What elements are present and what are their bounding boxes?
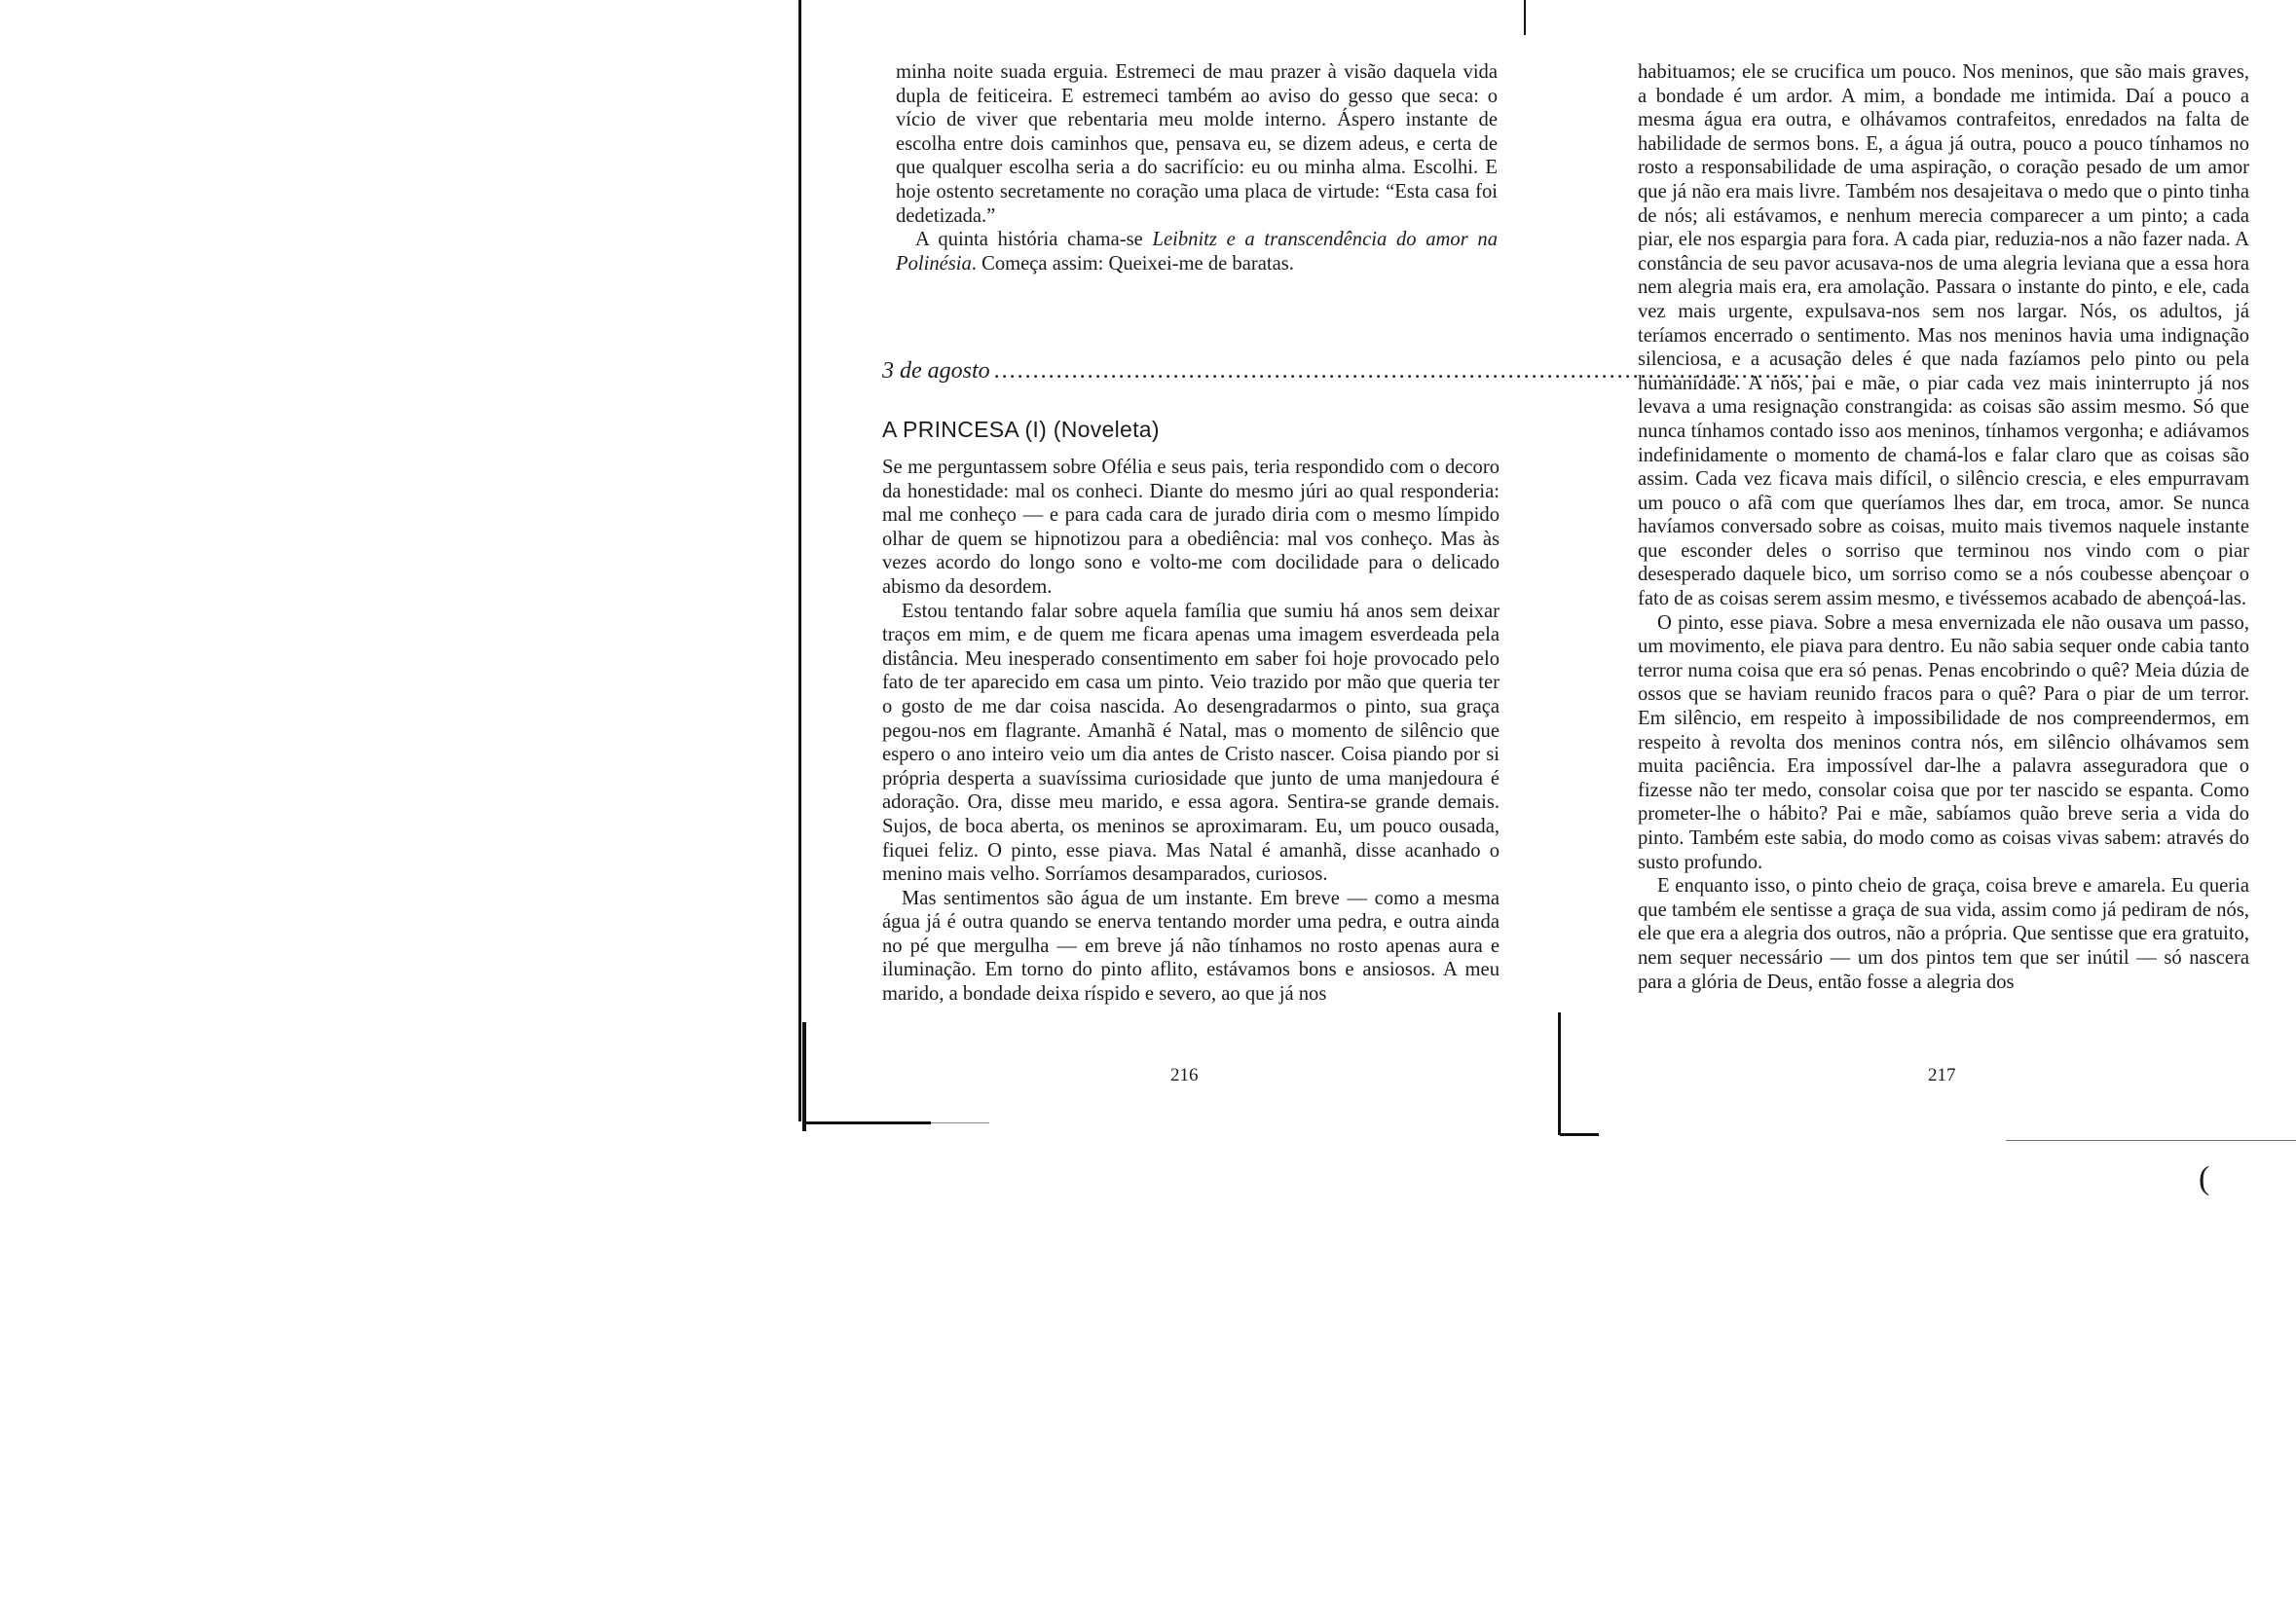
fifth-story-title: Leibnitz e a transcendência do amor na Polinésia <box>896 229 1498 275</box>
right-page-bottom-edge <box>1560 1133 1599 1136</box>
fifth-story-paragraph: A quinta história chama-se Leibnitz e a transcendência do amor na Polinésia. Começa assim: Queixei-me de baratas. <box>896 229 1498 275</box>
page-number-right: 217 <box>1928 1065 1956 1085</box>
paragraph: habituamos; ele se crucifica um pouco. Nos meninos, que são mais graves, a bondade é um ardor. A mim, a bondade me intimida. Daí a pouco a mesma água era outra, e olhávamos contrafeitos, enredados na falta de habilidade de sermos bons. E, a água já outra, pouco a pouco tínhamos no rosto a responsabilidade de uma aspiração, o coração pesado de um amor que já não era mais livre. Também nos desajeitava o medo que o pinto tinha de nós; ali estávamos, e nenhum merecia comparecer a um pinto; a cada piar, ele nos espargia para fora. A cada piar, reduzia-nos a não fazer nada. A constância de seu pavor acusava-nos de uma alegria leviana que a essa hora nem alegria mais era, era amolação. Passara o instante do pinto, e ele, cada vez mais urgente, expulsava-nos sem nos largar. Nós, os adultos, já teríamos encerrado o sentimento. Mas nos meninos havia uma indignação silenciosa, e a acusação deles é que nada fazíamos pelo pinto ou pela humanidade. A nós, pai e mãe, o piar cada vez mais ininterrupto já nos levava a uma resignação constrangida: as coisas são assim mesmo. Só que nunca tínhamos contado isso aos meninos, tínhamos vergonha; e adiávamos indefinidamente o momento de chamá-los e falar claro que as coisas são assim. Cada vez ficava mais difícil, o silêncio crescia, e eles empurravam um pouco o afã com que queríamos lhes dar, em troca, amor. Se nunca havíamos conversado sobre as coisas, muito mais tivemos naquele instante que esconder deles o sorriso que terminou nos vindo com o piar desesperado daquele bico, um sorriso como se a nós coubesse abençoar o fato de as coisas serem assim mesmo, e tivéssemos acabado de abençoá-las. <box>1638 61 2249 610</box>
right-page-bottom-edge-thin <box>2006 1140 2296 1141</box>
left-page-gutter-edge <box>798 0 801 1121</box>
paragraph: O pinto, esse piava. Sobre a mesa envernizada ele não ousava um passo, um movimento, ele piava para dentro. Eu não sabia sequer onde cabia tanto terror numa coisa que era só penas. Penas encobrindo o quê? Meia dúzia de ossos que se haviam reunido fracos para o quê? Para o piar de um terror. Em silêncio, em respeito à impossibilidade de nos compreendermos, em respeito à revolta dos meninos contra nós, em silêncio olhávamos sem muita paciência. Era impossível dar-lhe a palavra asseguradora que o fizesse não ter medo, consolar coisa que por ter nascido se espanta. Como prometer-lhe o hábito? Pai e mãe, sabíamos quão breve seria a vida do pinto. Também este sabia, do modo como as coisas vivas sabem: através do susto profundo. <box>1638 611 2249 873</box>
center-gutter-mark <box>1524 0 1526 35</box>
right-page-text <box>1638 60 2249 994</box>
paragraph: minha noite suada erguia. Estremeci de mau prazer à visão daquela vida dupla de feiticeira. E estremeci também ao aviso do gesso que seca: o vício de viver que rebentaria meu molde interno. Áspero instante de escolha entre dois caminhos que, pensava eu, se dizem adeus, e certa de que qualquer escolha seria a do sacrifício: eu ou minha alma. Escolhi. E hoje ostento secretamente no coração uma placa de virtude: “Esta casa foi dedetizada.” <box>896 61 1498 227</box>
left-page-gutter-edge-thick <box>802 1022 806 1131</box>
date-heading: 3 de agosto .......................................................................................................... <box>882 358 1820 384</box>
margin-bracket: ( <box>2199 1160 2210 1196</box>
paragraph: Se me perguntassem sobre Ofélia e seus pais, teria respondido com o decoro da honestidade: mal os conheci. Diante do mesmo júri ao qual responderia: mal me conheço — e para cada cara de jurado diria com o mesmo límpido olhar de quem se hipnotizou para a obediência: mal vos conheço. Mas às vezes acordo do longo sono e volto-me com docilidade para o delicado abismo da desordem. <box>882 457 1500 598</box>
leader-dots: .......................................................................................................... <box>993 358 1820 384</box>
left-page-body <box>882 456 1500 1007</box>
paragraph: Mas sentimentos são água de um instante. Em breve — como a mesma água já é outra quando se enerva tentando morder uma pedra, e outra ainda no pé que mergulha — em breve já não tínhamos no rosto apenas aura e iluminação. Em torno do pinto aflito, estávamos bons e ansiosos. A meu marido, a bondade deixa ríspido e severo, ao que já nos <box>882 887 1500 1006</box>
right-page-gutter-edge <box>1558 1012 1561 1135</box>
left-page-top-text <box>896 60 1498 275</box>
paragraph: Estou tentando falar sobre aquela família que sumiu há anos sem deixar traços em mim, e de quem me ficara apenas uma imagem esverdeada pela distância. Meu inesperado consentimento em saber foi hoje provocado pelo fato de ter aparecido em casa um pinto. Veio trazido por mão que queria ter o gosto de me dar coisa nascida. Ao desengradarmos o pinto, sua graça pegou-nos em flagrante. Amanhã é Natal, mas o momento de silêncio que espero o ano inteiro veio um dia antes de Cristo nascer. Coisa piando por si própria desperta a suavíssima curiosidade que junto de uma manjedoura é adoração. Ora, disse meu marido, e essa agora. Sentira-se grande demais. Sujos, de boca aberta, os meninos se aproximaram. Eu, um pouco ousada, fiquei feliz. O pinto, esse piava. Mas Natal é amanhã, disse acanhado o menino mais velho. Sorríamos desamparados, curiosos. <box>882 600 1500 886</box>
page-number-left: 216 <box>1170 1065 1199 1085</box>
left-page-bottom-edge-thin <box>931 1122 989 1123</box>
left-page-bottom-edge <box>804 1121 931 1124</box>
paragraph: E enquanto isso, o pinto cheio de graça, coisa breve e amarela. Eu queria que também ele sentisse a graça de sua vida, assim como já pediram de nós, ele que era a alegria dos outros, não a própria. Que sentisse que era gratuito, nem sequer necessário — um dos pintos tem que ser inútil — só nascera para a glória de Deus, então fosse a alegria dos <box>1638 875 2249 993</box>
section-title: A PRINCESA (I) (Noveleta) <box>882 417 1160 442</box>
